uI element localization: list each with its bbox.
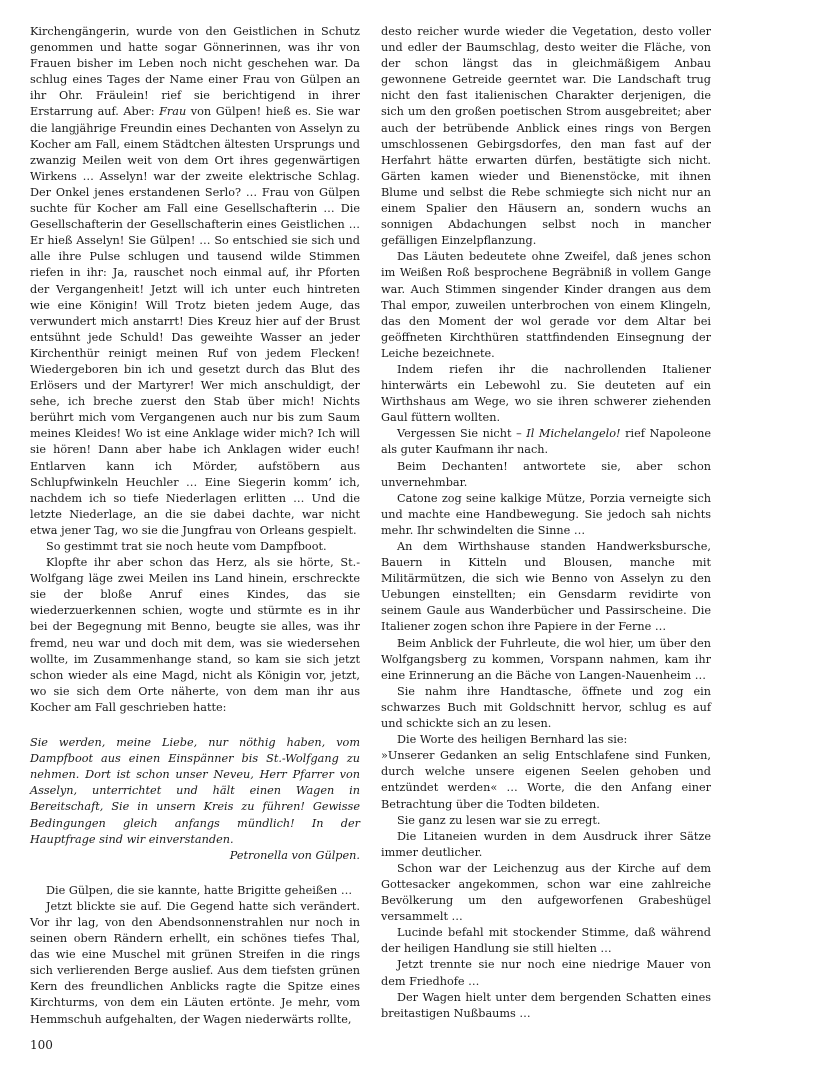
paragraph	[381, 426, 711, 458]
paragraph: Beim Anblick der Fuhrleute, die wol hier, um über den Wolfgangsberg zu kommen, Vorspann nahmen, kam ihr eine Erinnerung an die Bäche von Langen-Nauenheim …	[381, 636, 711, 682]
paragraph: Die Gülpen, die sie kannte, hatte Brigitte geheißen …	[46, 883, 353, 897]
paragraph: Das Läuten bedeutete ohne Zweifel, daß jenes schon im Weißen Roß besprochene Begräbniß in vollem Gange war. Auch Stimmen singender Kinder drangen aus dem Thal empor, zuweilen unterbrochen von einem Klingeln, das den Moment der wol gerade vor dem Altar bei geöffneten Kirchthüren stattfindenden Einsegnung der Leiche bezeichnete.	[381, 250, 711, 360]
text-run: Kirchengängerin, wurde von den Geistlichen in Schutz genommen und hatte sogar Gönnerinnen, was ihr von Frauen bisher im Leben noch nicht geschehen war. Da schlug eines Tages der Name einer Frau von Gülpen an ihr Ohr. Fräulein! rief sie berichtigend in ihrer Erstarrung auf. Aber:	[30, 25, 360, 119]
paragraph: Jetzt blickte sie auf. Die Gegend hatte sich verändert. Vor ihr lag, von den Abendsonnenstrahlen nur noch in seinen obern Rändern erhellt, ein schönes tiefes Thal, das wie eine Muschel mit grünen Streifen in die rings sich verlierenden Berge auslief. Aus dem tiefsten grünen Kern des freundlichen Anblicks ragte die Spitze eines Kirchturms, von dem ein Läuten ertönte. Je mehr, vom Hemmschuh aufgehalten, der Wagen niederwärts rollte,	[30, 899, 360, 1026]
paragraph: Sie nahm ihre Handtasche, öffnete und zog ein schwarzes Buch mit Goldschnitt hervor, schlug es auf und schickte sich an zu lesen.	[381, 684, 711, 731]
paragraph: Die Worte des heiligen Bernhard las sie:	[397, 733, 628, 747]
paragraph: Schon war der Leichenzug aus der Kirche auf dem Gottesacker angekommen, schon war eine zahlreiche Bevölkerung um den aufgeworfenen Grabeshügel versammelt …	[381, 861, 711, 924]
paragraph: Jetzt trennte sie nur noch eine niedrige Mauer von dem Friedhofe …	[381, 958, 711, 988]
paragraph: An dem Wirthshause standen Handwerksbursche, Bauern in Kitteln und Blousen, manche mit Militärmützen, die sich wie Benno von Asselyn zu den Uebungen einstellten; ein Gensdarm revidirte von seinem Gaule aus Wanderbücher und Passirscheine. Die Italiener zogen schon ihre Papiere in der Ferne …	[381, 540, 711, 634]
text-run: Vergessen Sie nicht –	[397, 427, 522, 441]
text-run: rief Napoleone als guter Kaufmann ihr nach.	[381, 427, 711, 457]
page-number: 100	[30, 1038, 53, 1052]
text-run: von Gülpen! hieß es. Sie war die langjährige Freundin eines Dechanten von Asselyn zu Kocher am Fall, einem Städtchen ältesten Ursprungs und zwanzig Meilen weit von dem Ort ihres gegenwärtigen Wirkens … Asselyn! war der zweite elektrische Schlag. Der Onkel jenes erstandenen Serlo? … Frau von Gülpen suchte für Kocher am Fall eine Gesellschafterin … Die Gesellschafterin der Gesellschafterin eines Geistlichen … Er hieß Asselyn! Sie Gülpen! … So entschied sie sich und alle ihre Pulse schlugen und tausend wilde Stimmen riefen in ihr: Ja, rauschet noch einmal auf, ihr Pforten der Vergangenheit! Jetzt will ich unter euch hintreten wie eine Königin! Will Trotz bieten jedem Auge, das verwundert mich anstarrt! Dies Kreuz hier auf der Brust entsühnt jede Schuld! Das geweihte Wasser an jeder Kirchenthür reinigt meinen Ruf von jedem Flecken! Wiedergeboren bin ich und gesetzt durch das Blut des Erlösers und der Martyrer! Wer mich anschuldigt, der sehe, ich breche zuerst den Stab über mich! Nichts berührt mich vom Vergangenen auch nur bis zum Saum meines Kleides! Wo ist eine Anklage wider mich? Ich will sie hören! Dann aber habe ich Anklagen wider euch! Entlarven kann ich Mörder, aufstöbern aus Schlupfwinkeln Heuchler … Eine Siegerin komm’ ich, nachdem ich so tiefe Niederlagen erlitten … Und die letzte Niederlage, an die sie dabei dachte, war nicht etwa jener Tag, wo sie die Jungfrau von Orleans gespielt.	[30, 105, 361, 537]
letter-signature: Petronella von Gülpen.	[229, 848, 360, 862]
paragraph: Der Wagen hielt unter dem bergenden Schatten eines breitastigen Nußbaums …	[381, 990, 711, 1020]
quoted-letter: Sie werden, meine Liebe, nur nöthig haben, vom Dampfboot aus einen Einspänner bis St.-Wolfgang zu nehmen. Dort ist schon unser Neveu, Herr Pfarrer von Asselyn, unterrichtet und hält einen Wagen in Bereitschaft, Sie in unsern Kreis zu führen! Gewisse Bedingungen gleich anfangs mündlich! In der Hauptfrage sind wir einverstanden.	[30, 736, 360, 846]
emphasis: Il Michelangelo!	[526, 427, 621, 441]
paragraph: Klopfte ihr aber schon das Herz, als sie hörte, St.-Wolfgang läge zwei Meilen ins Land hinein, erschreckte sie der bloße Anruf eines Kindes, das sie wiederzuerkennen schien, wogte und stürmte es in ihr bei der Begegnung mit Benno, beugte sie alles, was ihr fremd, neu war und doch mit dem, was sie wiedersehen wollte, im Zusammenhange stand, so kam sie sich jetzt schon wieder als eine Magd, nicht als Königin vor, jetzt, wo sie sich dem Orte näherte, von dem man ihr aus Kocher am Fall geschrieben hatte:	[30, 556, 360, 714]
paragraph: So gestimmt trat sie noch heute vom Dampfboot.	[46, 540, 327, 553]
paragraph: Beim Dechanten! antwortete sie, aber schon unvernehmbar.	[381, 459, 711, 489]
paragraph: Lucinde befahl mit stockender Stimme, daß während der heiligen Handlung sie still hielten …	[381, 926, 711, 956]
left-column	[30, 24, 360, 1028]
paragraph: Indem riefen ihr die nachrollenden Italiener hinterwärts ein Lebewohl zu. Sie deuteten auf ein Wirthshaus am Wege, wo sie ihren schwerer ziehenden Gaul füttern wollten.	[381, 362, 711, 425]
right-column	[381, 24, 711, 1022]
paragraph: desto reicher wurde wieder die Vegetation, desto voller und edler der Baumschlag, desto weiter die Fläche, von der schon längst das in gleichmäßigem Anbau gewonnene Getreide geerntet war. Die Landschaft trug nicht den fast italienischen Charakter derjenigen, die sich um den großen poetischen Strom ausgebreitet; aber auch der betrübende Anblick eines rings von Bergen umschlossenen Gebirgsdorfes, den man fast auf der Herfahrt hätte erwarten dürfen, bestätigte sich nicht. Gärten kamen wieder und Bienenstöcke, mit ihnen Blume und selbst die Rebe schmiegte sich nicht nur an einem Spalier den Häusern an, sondern wuchs an sonnigen Abdachungen selbst noch in mancher gefälligen Einzelpflanzung.	[381, 25, 711, 248]
emphasis: Frau	[159, 105, 187, 119]
paragraph: Sie ganz zu lesen war sie zu erregt.	[397, 813, 601, 827]
paragraph: Catone zog seine kalkige Mütze, Porzia verneigte sich und machte eine Handbewegung. Sie jedoch sah nichts mehr. Ihr schwindelten die Sinne …	[381, 491, 711, 537]
paragraph	[30, 24, 360, 539]
quotation: »Unserer Gedanken an selig Entschlafene sind Funken, durch welche unsere eigenen Seelen gehoben und entzündet werden« … Worte, die den Anfang einer Betrachtung über die Todten bildeten.	[381, 749, 711, 811]
paragraph: Die Litaneien wurden in dem Ausdruck ihrer Sätze immer deutlicher.	[381, 829, 711, 859]
